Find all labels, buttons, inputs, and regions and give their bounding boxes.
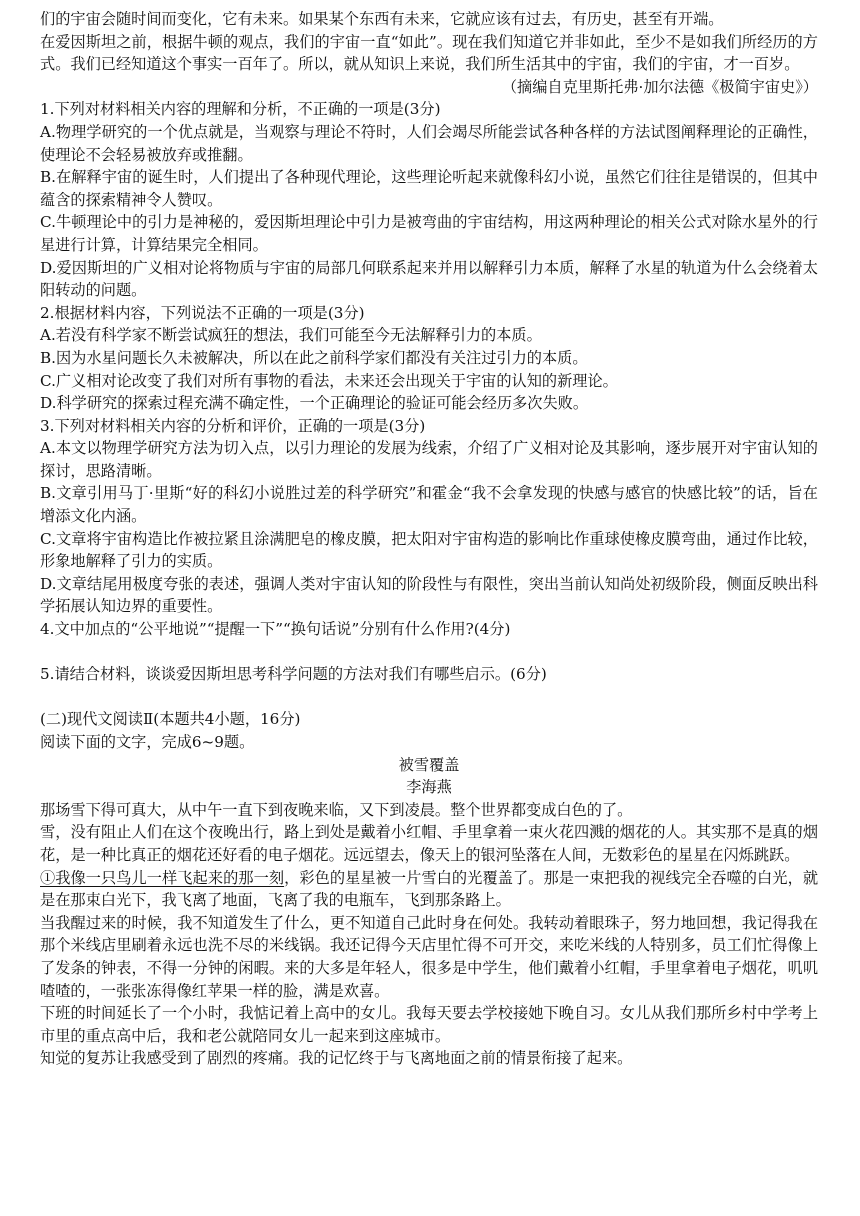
paragraph-text: ，彩色的星星被一片雪白的光覆盖了。那是一束把我的视线完全吞噬的白光，就是在那束白光下，我飞离了地面，飞离了我的电瓶车，飞到那条路上。 (40, 868, 819, 910)
answer-space (40, 641, 818, 664)
question-5: 5.请结合材料，谈谈爱因斯坦思考科学问题的方法对我们有哪些启示。(6分) (40, 665, 547, 684)
question-2-stem: 2.根据材料内容，下列说法不正确的一项是(3分) (40, 303, 365, 322)
question-3-stem: 3.下列对材料相关内容的分析和评价，正确的一项是(3分) (40, 416, 426, 435)
question-1-option-d: D.爱因斯坦的广义相对论将物质与宇宙的局部几何联系起来并用以解释引力本质，解释了水星的轨道为什么会绕着太阳转动的问题。 (40, 258, 818, 300)
question-1-option-c: C.牛顿理论中的引力是神秘的，爱因斯坦理论中引力是被弯曲的宇宙结构，用这两种理论的相关公式对除水星外的行星进行计算，计算结果完全相同。 (40, 213, 818, 254)
question-3-option-a: A.本文以物理学研究方法为切入点，以引力理论的发展为线索，介绍了广义相对论及其影响，逐步展开对宇宙认知的探讨，思路清晰。 (40, 439, 818, 480)
story-paragraph: 当我醒过来的时候，我不知道发生了什么，更不知道自己此时身在何处。我转动着眼珠子，努力地回想，我记得我在那个米线店里刷着永远也洗不尽的米线锅。我还记得今天店里忙得不可开交，来吃米线的人特别多，员工们忙得像上了发条的钟表，不得一分钟的闲暇。来的大多是年轻人，很多是中学生，他们戴着小红帽，手里拿着电子烟花，叽叽喳喳的，一张张冻得像红苹果一样的脸，满是欢喜。 (40, 913, 818, 1000)
story-paragraph: 那场雪下得可真大，从中午一直下到夜晚来临，又下到凌晨。整个世界都变成白色的了。 (40, 800, 633, 819)
story-paragraph (40, 867, 818, 912)
story-title: 被雪覆盖 (398, 755, 460, 774)
passage-continuation: 们的宇宙会随时间而变化，它有未来。如果某个东西有未来，它就应该有过去，有历史，甚至有开端。 (40, 10, 724, 28)
story-paragraph: 雪，没有阻止人们在这个夜晚出行，路上到处是戴着小红帽、手里拿着一束火花四溅的烟花的人。其实那不是真的烟花，是一种比真正的烟花还好看的电子烟花。远远望去，像天上的银河坠落在人间，无数彩色的星星在闪烁跳跃。 (40, 823, 818, 864)
question-2-option-b: B.因为水星问题长久未被解决，所以在此之前科学家们都没有关注过引力的本质。 (40, 348, 588, 367)
question-2-option-c: C.广义相对论改变了我们对所有事物的看法，未来还会出现关于宇宙的认知的新理论。 (40, 371, 618, 390)
story-paragraph: 知觉的复苏让我感受到了剧烈的疼痛。我的记忆终于与飞离地面之前的情景衔接了起来。 (40, 1049, 633, 1068)
question-4: 4.文中加点的“公平地说”“提醒一下”“换句话说”分别有什么作用?(4分) (40, 620, 511, 639)
question-2-option-d: D.科学研究的探索过程充满不确定性，一个正确理论的验证可能会经历多次失败。 (40, 394, 589, 413)
question-3-option-c: C.文章将宇宙构造比作被拉紧且涂满肥皂的橡皮膜，把太阳对宇宙构造的影响比作重球使橡皮膜弯曲，通过作比较，形象地解释了引力的实质。 (40, 529, 818, 571)
question-1-stem: 1.下列对材料相关内容的理解和分析，不正确的一项是(3分) (40, 100, 441, 119)
section-instruction: 阅读下面的文字，完成6~9题。 (40, 733, 255, 751)
question-3-option-d: D.文章结尾用极度夸张的表述，强调人类对宇宙认知的阶段性与有限性，突出当前认知尚处初级阶段，侧面反映出科学拓展认知边界的重要性。 (40, 574, 818, 616)
question-2-option-a: A.若没有科学家不断尝试疯狂的想法，我们可能至今无法解释引力的本质。 (40, 326, 542, 345)
source-citation: （摘编自克里斯托弗·加尔法德《极简宇宙史》） (501, 77, 818, 96)
question-3-option-b: B.文章引用马丁·里斯“好的科幻小说胜过差的科学研究”和霍金“我不会拿发现的快感与感官的快感比较”的话，旨在增添文化内涵。 (40, 484, 818, 526)
story-paragraph: 下班的时间延长了一个小时，我惦记着上高中的女儿。我每天要去学校接她下晚自习。女儿从我们那所乡村中学考上市里的重点高中后，我和老公就陪同女儿一起来到这座城市。 (40, 1004, 818, 1045)
answer-space (40, 686, 818, 709)
underlined-sentence: ①我像一只鸟儿一样飞起来的那一刻 (40, 868, 285, 887)
story-author: 李海燕 (406, 778, 452, 797)
passage-paragraph: 在爱因斯坦之前，根据牛顿的观点，我们的宇宙一直“如此”。现在我们知道它并非如此，至少不是如我们所经历的方式。我们已经知道这个事实一百年了。所以，就从知识上来说，我们所生活其中的宇宙，我们的宇宙，才一百岁。 (40, 32, 818, 74)
question-1-option-b: B.在解释宇宙的诞生时，人们提出了各种现代理论，这些理论听起来就像科幻小说，虽然它们往往是错误的，但其中蕴含的探索精神令人赞叹。 (40, 168, 818, 209)
question-1-option-a: A.物理学研究的一个优点就是，当观察与理论不符时，人们会竭尽所能尝试各种各样的方法试图阐释理论的正确性，使理论不会轻易被放弃或推翻。 (40, 122, 818, 164)
section-heading: (二)现代文阅读Ⅱ(本题共4小题，16分) (40, 710, 301, 729)
